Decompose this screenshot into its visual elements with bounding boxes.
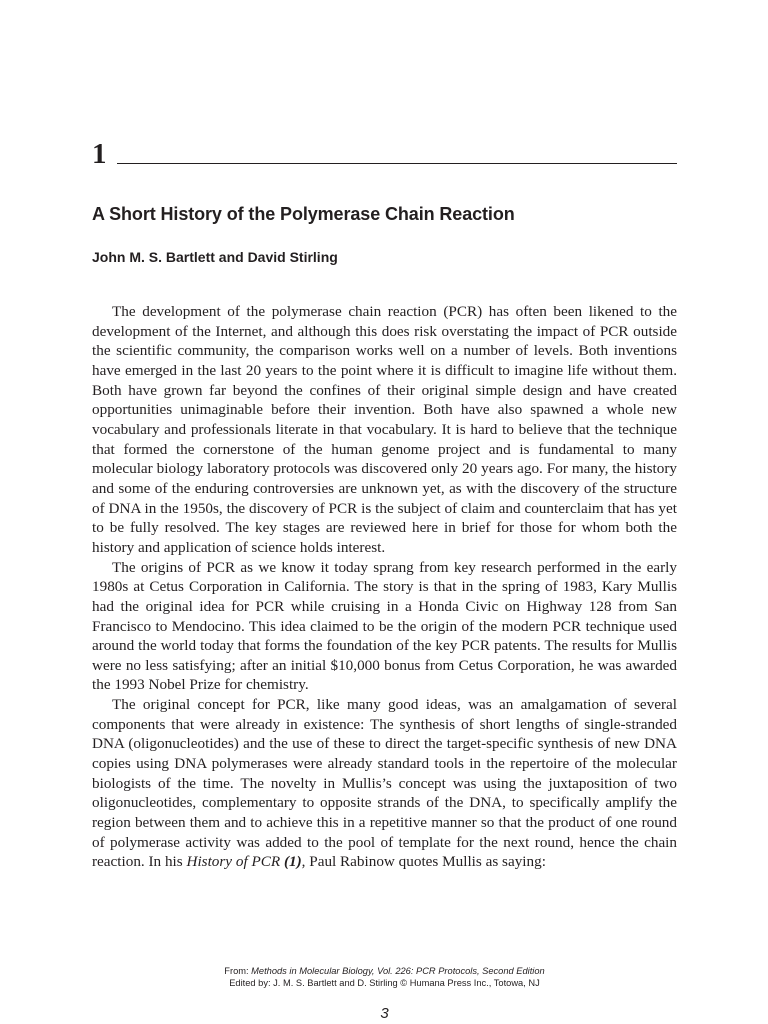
chapter-title: A Short History of the Polymerase Chain Reaction xyxy=(92,204,515,224)
source-line xyxy=(92,965,677,977)
paragraph: The development of the polymerase chain reaction (PCR) has often been likened to the development of the Internet, and although this does risk overstating the impact of PCR outside the scientific community, the comparison works well on a number of levels. Both inventions have emerged in the last 20 years to the point where it is difficult to imagine life without them. Both have grown far beyond the confines of their original simple design and have created opportunities unimaginable before their invention. Both have also spawned a whole new vocabulary and professionals literate in that vocabulary. It is hard to believe that the technique that formed the cornerstone of the human genome project and is fundamental to many molecular biology laboratory protocols was discovered only 20 years ago. For many, the history and some of the enduring controversies are unknown yet, as with the discovery of the structure of DNA in the 1950s, the discovery of PCR is the subject of claim and counterclaim that has yet to be fully resolved. The key stages are reviewed here in brief for those for whom both the history and application of science holds interest. xyxy=(92,303,677,556)
chapter-rule xyxy=(117,163,678,164)
page-number: 3 xyxy=(380,1005,389,1022)
chapter-header xyxy=(92,140,677,169)
chapter-number: 1 xyxy=(92,138,107,170)
source-credit xyxy=(92,965,677,989)
from-label: From: xyxy=(224,966,249,976)
editors-line: Edited by: J. M. S. Bartlett and D. Stirling © Humana Press Inc., Totowa, NJ xyxy=(229,978,540,988)
paragraph-text: The original concept for PCR, like many good ideas, was an amalgamation of several components that were already in existence: The synthesis of short lengths of single-stranded DNA (oligonucleotides) and the use of these to direct the target-specific synthesis of new DNA copies using DNA polymerases were already standard tools in the repertoire of the molecular biologists of the time. The novelty in Mullis’s concept was using the juxtaposition of two oligonucleotides, complementary to opposite strands of the DNA, to specifically amplify the region between them and to achieve this in a repetitive manner so that the product of one round of polymerase activity was added to the pool of template for the next round, hence the chain reaction. In his xyxy=(92,696,677,871)
chapter-authors: John M. S. Bartlett and David Stirling xyxy=(92,249,338,265)
reference-number: (1) xyxy=(283,853,302,871)
paragraph: The origins of PCR as we know it today sprang from key research performed in the early 1980s at Cetus Corporation in California. The story is that in the spring of 1983, Kary Mullis had the original idea for PCR while cruising in a Honda Civic on Highway 128 from San Francisco to Mendocino. This idea claimed to be the origin of the modern PCR technique used around the world today that forms the foundation of the key PCR patents. The results for Mullis were no less satisfying; after an initial $10,000 bonus from Cetus Corporation, he was awarded the 1993 Nobel Prize for chemistry. xyxy=(92,558,677,694)
citation-title: History of PCR xyxy=(186,853,281,871)
source-title: Methods in Molecular Biology, Vol. 226: PCR Protocols, Second Edition xyxy=(251,966,545,976)
paragraph-text: , Paul Rabinow quotes Mullis as saying: xyxy=(301,853,546,871)
body-text xyxy=(92,302,677,872)
paragraph xyxy=(92,695,677,872)
